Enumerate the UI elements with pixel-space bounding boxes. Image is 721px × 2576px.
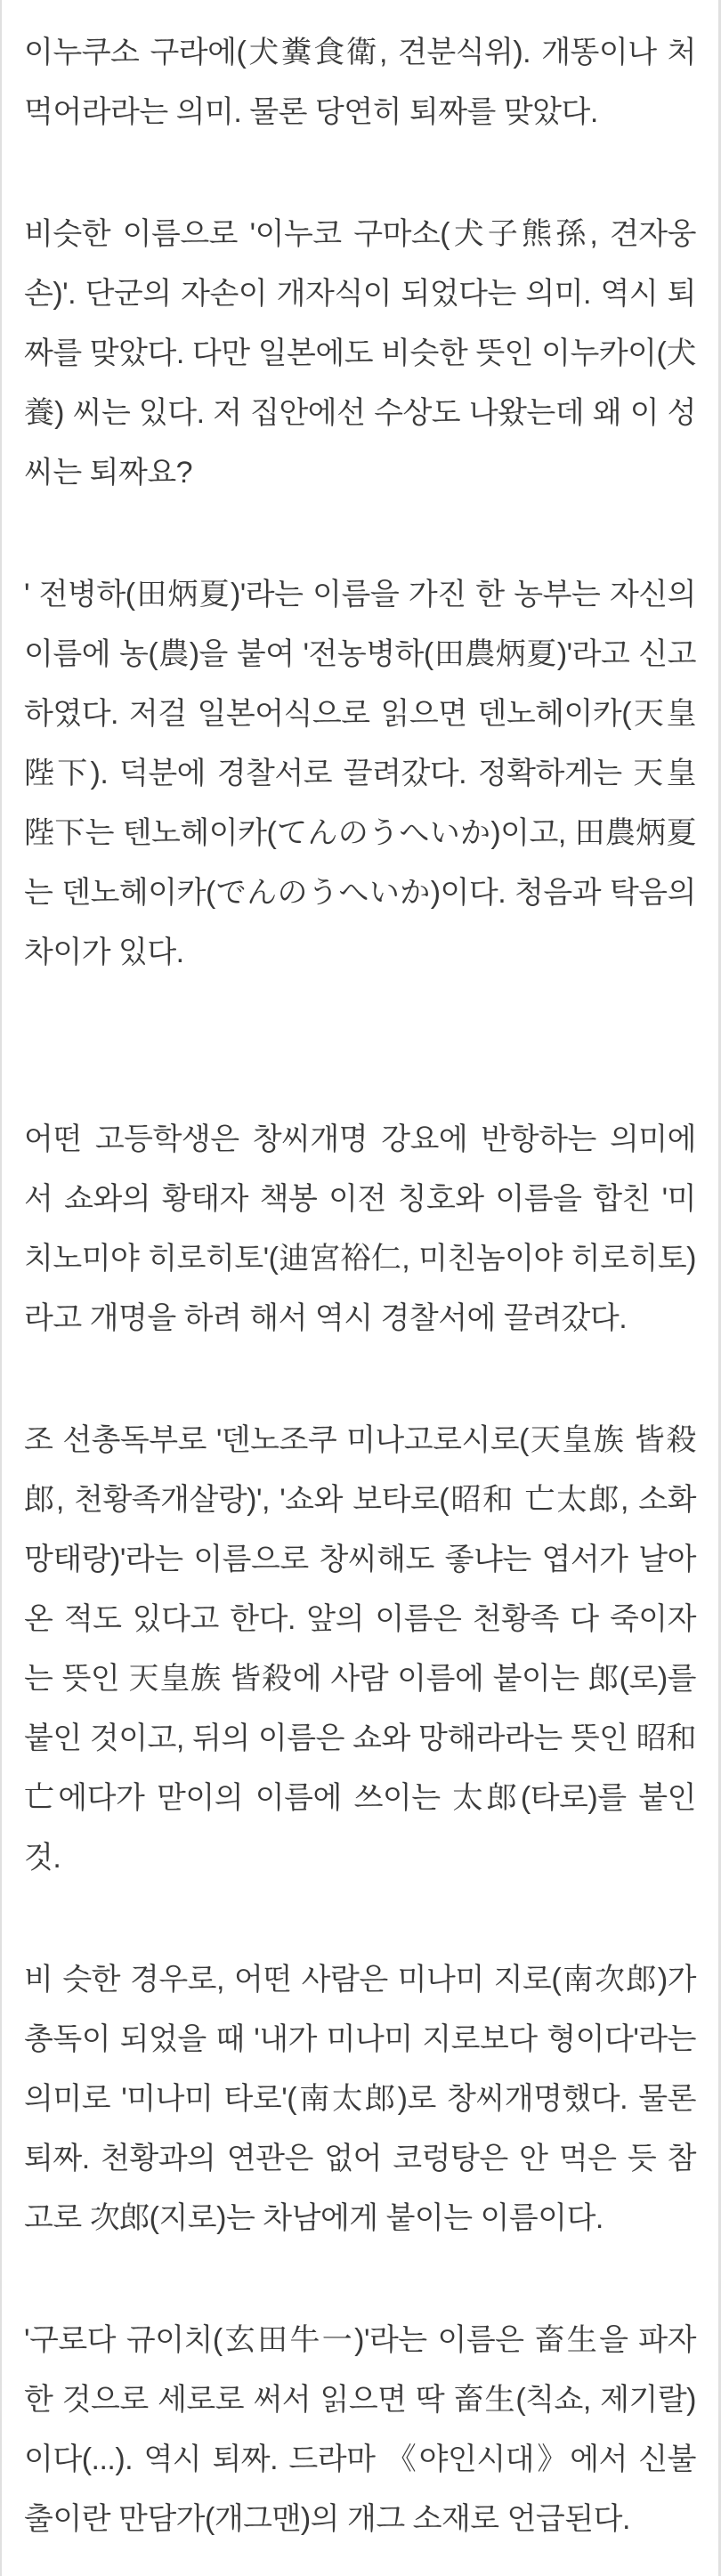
paragraph-inukuso-kurae: 이누쿠소 구라에(犬糞食衛, 견분식위). 개똥이나 처먹어라라는 의미. 물론 당연히 퇴짜를 맞았다. — [24, 36, 696, 129]
paragraph-kuroda-gyuichi: '구로다 규이치(玄田牛一)'라는 이름은 畜生을 파자한 것으로 세로로 써서 읽으면 딱 畜生(칙쇼, 제기랄)이다(...). 역시 퇴짜. 드라마 《야인시대》에서 신불출이란 만담가(개그맨)의 개그 소재로 언급된다. — [24, 2323, 696, 2536]
paragraph-jeonbyeongha: ' 전병하(田炳夏)'라는 이름을 가진 한 농부는 자신의 이름에 농(農)을 붙여 '전농병하(田農炳夏)'라고 신고하였다. 저걸 일본어식으로 읽으면 덴노헤이카(天皇陛下). 덕분에 경찰서로 끌려갔다. 정확하게는 天皇陛下는 텐노헤이카(てんのうへいか)이고, 田農炳夏는 덴노헤이카(でんのうへいか)이다. 청음과 탁음의 차이가 있다. — [24, 578, 696, 969]
paragraph-minami-taro: 비 슷한 경우로, 어떤 사람은 미나미 지로(南次郞)가 총독이 되었을 때 '내가 미나미 지로보다 형이다'라는 의미로 '미나미 타로'(南太郞)로 창씨개명했다. 물론 퇴짜. 천황과의 연관은 없어 코렁탕은 안 먹은 듯 참고로 次郞(지로)는 차남에게 붙이는 이름이다. — [24, 1963, 696, 2235]
paragraph-postcard-names: 조 선총독부로 '덴노조쿠 미나고로시로(天皇族 皆殺郞, 천황족개살랑)', '쇼와 보타로(昭和 亡太郞, 소화망태랑)'라는 이름으로 창씨해도 좋냐는 엽서가 날아온 적도 있다고 한다. 앞의 이름은 천황족 다 죽이자는 뜻인 天皇族 皆殺에 사람 이름에 붙이는 郞(로)를 붙인 것이고, 뒤의 이름은 쇼와 망해라라는 뜻인 昭和亡에다가 맏이의 이름에 쓰이는 太郞(타로)를 붙인 것. — [24, 1423, 696, 1875]
paragraph-inuko-kumaso: 비슷한 이름으로 '이누코 구마소(犬子熊孫, 견자웅손)'. 단군의 자손이 개자식이 되었다는 의미. 역시 퇴짜를 맞았다. 다만 일본에도 비슷한 뜻인 이누카이(犬養) 씨는 있다. 저 집안에선 수상도 나왔는데 왜 이 성씨는 퇴짜요? — [24, 217, 696, 490]
paragraph-michinomiya: 어떤 고등학생은 창씨개명 강요에 반항하는 의미에서 쇼와의 황태자 책봉 이전 칭호와 이름을 합친 '미치노미야 히로히토'(迪宮裕仁, 미친놈이야 히로히토)라고 개명을 하려 해서 역시 경찰서에 끌려갔다. — [24, 1122, 696, 1335]
